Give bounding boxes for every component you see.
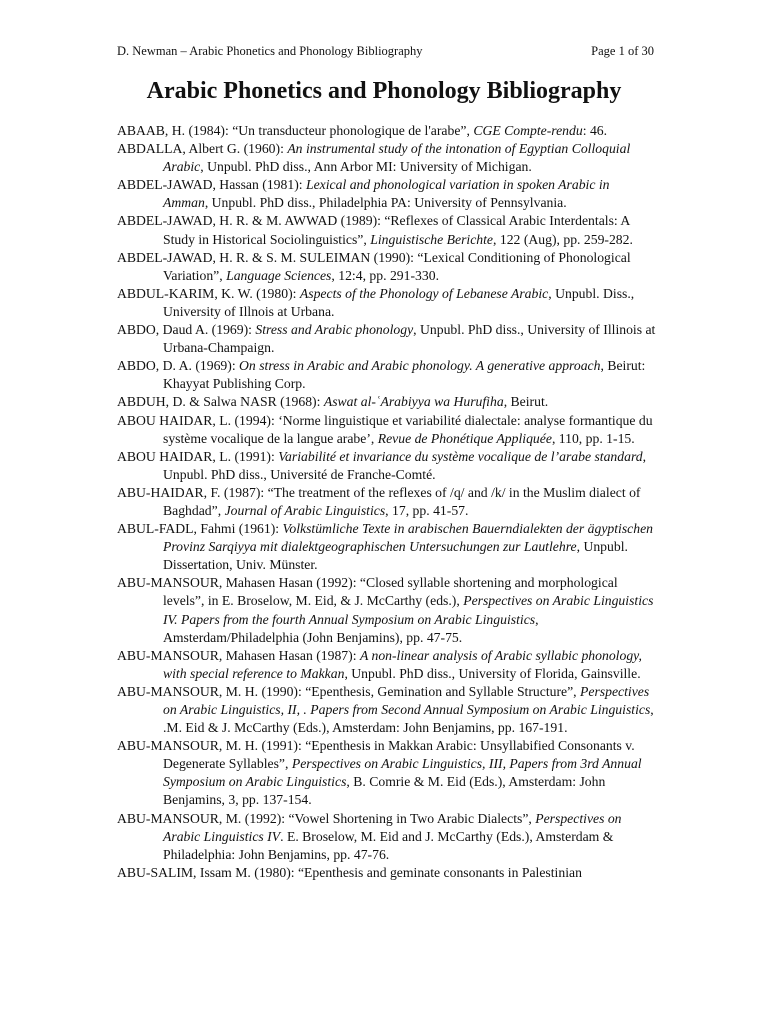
bibliography-entry <box>117 574 657 646</box>
entry-title-italic: Revue de Phonétique Appliquée <box>377 430 552 446</box>
entry-text: ABDEL-JAWAD, Hassan (1981): <box>117 177 306 193</box>
entry-title-italic: A non-linear analysis of Arabic syllabic phonology, with special reference to Makkan <box>163 647 642 681</box>
entry-text: , Unpubl. PhD diss., University of Illinois at Urbana-Champaign. <box>163 322 656 356</box>
bibliography-entry <box>117 176 657 212</box>
entry-title-italic: Stress and Arabic phonology <box>255 322 414 338</box>
entry-text: , 110, pp. 1-15. <box>551 430 635 446</box>
bibliography-entry <box>117 393 657 411</box>
entry-text: ABU-MANSOUR, Mahasen Hasan (1992): “Closed syllable shortening and morphological levels”, in E. Broselow, M. Eid, & J. McCarthy (eds.), <box>117 575 618 609</box>
bibliography-entry <box>117 647 657 683</box>
entry-text: ABAAB, H. (1984): “Un transducteur phonologique de l'arabe”, <box>117 123 474 138</box>
entry-text: , Unpubl. PhD diss., Université de Franche-Comté. <box>163 448 647 482</box>
bibliography-list <box>117 122 657 882</box>
entry-text: ABU-MANSOUR, M. H. (1991): “Epenthesis in Makkan Arabic: Unsyllabified Consonants v. Degenerate Syllables”, <box>117 738 635 772</box>
entry-text: ABDUH, D. & Salwa NASR (1968): <box>117 394 324 410</box>
bibliography-entry <box>117 683 657 737</box>
entry-text: ABU-HAIDAR, F. (1987): “The treatment of the reflexes of /q/ and /k/ in the Muslim dialect of Baghdad”, <box>117 484 641 518</box>
entry-text: ABDEL-JAWAD, H. R. & S. M. SULEIMAN (1990): “Lexical Conditioning of Phonological Variation”, <box>117 249 631 283</box>
entry-title-italic: Aspects of the Phonology of Lebanese Arabic <box>299 285 549 301</box>
bibliography-entry <box>117 140 657 176</box>
entry-text: ABU-MANSOUR, M. (1992): “Vowel Shortening in Two Arabic Dialects”, <box>117 810 536 826</box>
header-left: D. Newman – Arabic Phonetics and Phonology Bibliography <box>117 44 423 58</box>
entry-text: , 12:4, pp. 291-330. <box>331 267 439 283</box>
entry-title-italic: Perspectives on Arabic Linguistics, II, . Papers from Second Annual Symposium on Arabic Linguistics <box>163 683 651 717</box>
entry-title-italic: Journal of Arabic Linguistics <box>224 502 386 518</box>
entry-text: ABU-MANSOUR, Mahasen Hasan (1987): <box>117 647 360 663</box>
entry-title-italic: Variabilité et invariance du système vocalique de l’arabe standard <box>278 448 643 464</box>
entry-text: ABU-SALIM, Issam M. (1980): “Epenthesis and geminate consonants in Palestinian <box>117 864 582 880</box>
entry-title-italic: Volkstümliche Texte in arabischen Bauerndialekten der ägyptischen Provinz Sarqiyya mit dialektgeographischen Untersuchungen zur Lautlehre <box>163 521 654 555</box>
bibliography-entry <box>117 810 657 864</box>
bibliography-entry <box>117 864 657 882</box>
bibliography-entry <box>117 412 657 448</box>
entry-text: ABDUL-KARIM, K. W. (1980): <box>117 285 300 301</box>
entry-title-italic: Linguistische Berichte <box>370 231 494 247</box>
document-title: Arabic Phonetics and Phonology Bibliography <box>146 78 622 104</box>
entry-title-italic: Perspectives on Arabic Linguistics IV. Papers from the fourth Annual Symposium on Arabic Linguistics <box>163 593 654 627</box>
entry-text: , Beirut. <box>503 394 549 410</box>
bibliography-entry <box>117 357 657 393</box>
entry-text: , .M. Eid & J. McCarthy (Eds.), Amsterdam: John Benjamins, pp. 167-191. <box>163 702 654 736</box>
running-header <box>117 44 654 62</box>
bibliography-entry <box>117 212 657 248</box>
entry-text: : 46. <box>582 123 608 138</box>
page-number: Page 1 of 30 <box>591 44 654 58</box>
entry-title-italic: Perspectives on Arabic Linguistics IV <box>163 810 622 844</box>
bibliography-entry <box>117 484 657 520</box>
bibliography-entry <box>117 321 657 357</box>
entry-text: , B. Comrie & M. Eid (Eds.), Amsterdam: John Benjamins, 3, pp. 137-154. <box>163 774 606 808</box>
entry-title-italic: On stress in Arabic and Arabic phonology. A generative approach <box>239 358 601 374</box>
entry-text: , Beirut: Khayyat Publishing Corp. <box>163 358 646 392</box>
entry-text: . E. Broselow, M. Eid and J. McCarthy (Eds.), Amsterdam & Philadelphia: John Benjamins, pp. 47-76. <box>163 828 614 862</box>
entry-text: , 122 (Aug), pp. 259-282. <box>493 231 633 247</box>
entry-text: , Unpubl. PhD diss., Philadelphia PA: University of Pennsylvania. <box>204 195 567 211</box>
entry-text: ABU-MANSOUR, M. H. (1990): “Epenthesis, Gemination and Syllable Structure”, <box>117 683 581 699</box>
entry-title-italic: Aswat al-ʿArabiyya wa Hurufiha <box>323 394 504 410</box>
bibliography-entry <box>117 737 657 809</box>
entry-text: ABDALLA, Albert G. (1960): <box>117 141 288 157</box>
entry-text: , Amsterdam/Philadelphia (John Benjamins), pp. 47-75. <box>163 611 539 645</box>
entry-title-italic: An instrumental study of the intonation of Egyptian Colloquial Arabic <box>163 141 631 175</box>
bibliography-entry <box>117 249 657 285</box>
entry-title-italic: CGE Compte-rendu <box>473 123 583 138</box>
entry-text: , Unpubl. PhD diss., University of Florida, Gainsville. <box>344 665 641 681</box>
bibliography-entry <box>117 285 657 321</box>
entry-text: , Unpubl. Dissertation, Univ. Münster. <box>163 539 628 573</box>
entry-text: , Unpubl. Diss., University of Illnois at Urbana. <box>163 285 635 319</box>
bibliography-entry <box>117 122 657 140</box>
entry-text: ABUL-FADL, Fahmi (1961): <box>117 521 283 537</box>
entry-text: ABDEL-JAWAD, H. R. & M. AWWAD (1989): “Reflexes of Classical Arabic Interdentals: A Study in Historical Sociolinguistics”, <box>117 213 630 247</box>
entry-text: , Unpubl. PhD diss., Ann Arbor MI: University of Michigan. <box>200 159 532 175</box>
bibliography-entry <box>117 520 657 574</box>
entry-text: ABOU HAIDAR, L. (1991): <box>117 448 279 464</box>
entry-title-italic: Language Sciences <box>226 267 332 283</box>
entry-title-italic: Lexical and phonological variation in spoken Arabic in Amman <box>163 177 610 211</box>
entry-text: , 17, pp. 41-57. <box>385 502 469 518</box>
entry-title-italic: Perspectives on Arabic Linguistics, III, Papers from 3rd Annual Symposium on Arabic Linguistics <box>163 756 642 790</box>
entry-text: ABOU HAIDAR, L. (1994): ‘Norme linguistique et variabilité dialectale: analyse formantique du système vocalique de la langue arabe’, <box>117 412 653 446</box>
bibliography-entry <box>117 448 657 484</box>
entry-text: ABDO, D. A. (1969): <box>117 358 240 374</box>
entry-text: ABDO, Daud A. (1969): <box>117 322 256 338</box>
